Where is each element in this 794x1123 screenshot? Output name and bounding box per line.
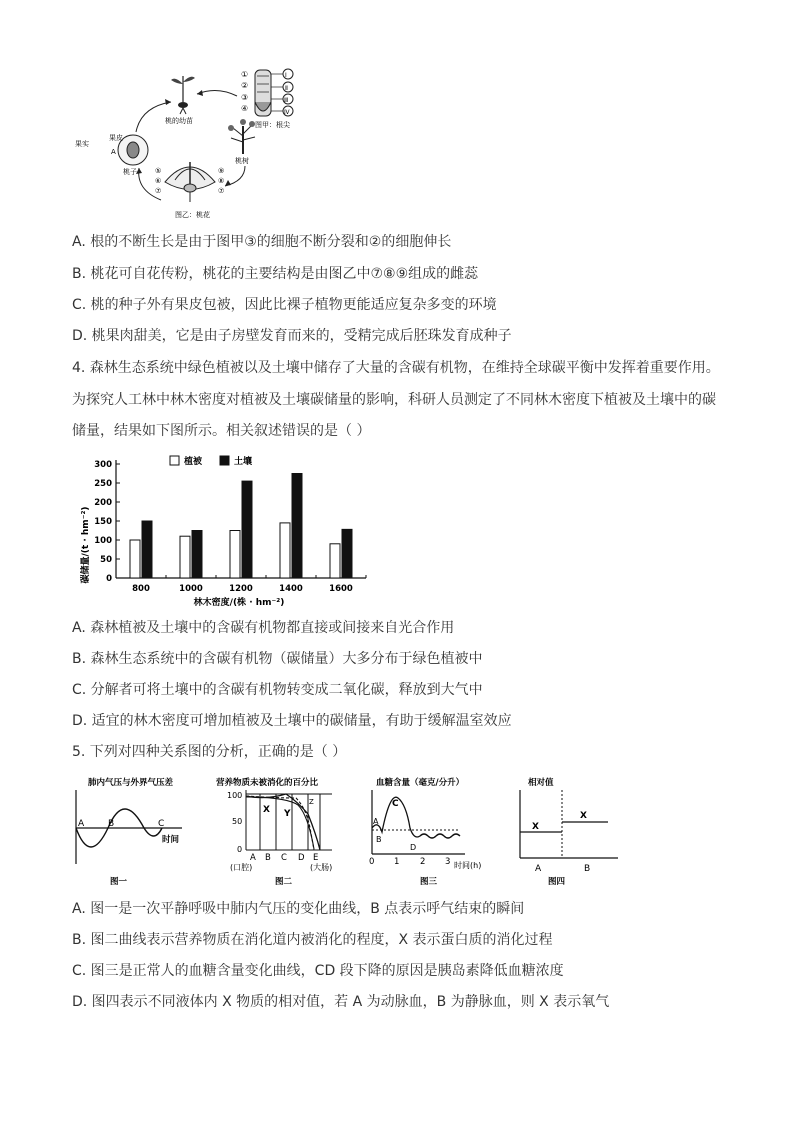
bar-vegetation-800 [130,540,140,578]
flower-num-9: ⑨ [218,167,225,175]
fig4-x-left: X [532,822,539,832]
bar-vegetation-1400 [280,523,290,578]
x-axis-label: 林木密度/(株 · hm⁻²) [193,598,285,608]
q3-option-b: B. 桃花可自花传粉，桃花的主要结构是由图乙中⑦⑧⑨组成的雌蕊 [72,266,479,282]
legend-swatch-soil [220,456,229,465]
fig2-curve-y: Y [284,809,291,819]
fig3-x-label: 时间(h) [454,861,482,870]
figure-four [520,777,618,887]
flower-num-5: ⑤ [155,167,162,175]
fig4-cat-a: A [535,864,542,874]
y-tick-label: 50 [100,555,112,565]
fig2-ytick-0: 0 [237,845,243,854]
legend-label-soil: 土壤 [234,457,253,467]
fig3-title: 血糖含量（毫克/分升） [376,778,465,788]
q5-option-c: C. 图三是正常人的血糖含量变化曲线，CD 段下降的原因是胰岛素降低血糖浓度 [72,963,564,979]
q3-option-c: C. 桃的种子外有果皮包被，因此比裸子植物更能适应复杂多变的环境 [72,297,497,313]
x-tick-label: 800 [132,584,150,594]
y-axis-label: 碳储量/(t · hm⁻²) [81,506,91,584]
seedling-illustration [171,76,195,114]
legend-label-vegetation: 植被 [184,457,203,467]
fig3-xtick-1: 1 [394,857,400,867]
carbon-storage-bar-chart [74,450,374,610]
q3-option-d: D. 桃果肉甜美，它是由子房壁发育而来的，受精完成后胚珠发育成种子 [72,328,512,344]
x-tick-label: 1400 [279,584,303,594]
q5-figures [70,772,630,890]
fig2-ytick-50: 50 [232,817,243,826]
q5-option-a: A. 图一是一次平静呼吸中肺内气压的变化曲线，B 点表示呼气结束的瞬间 [72,901,525,917]
flower-caption: 图乙：桃花 [175,211,210,219]
y-tick-label: 0 [106,574,112,584]
fig3-xtick-3: 3 [445,857,451,867]
q4-stem-line-1: 4. 森林生态系统中绿色植被以及土壤中储存了大量的含碳有机物，在维持全球碳平衡中发挥着重要作用。 [72,360,720,376]
root-num-2: ② [241,81,249,90]
fig3-caption: 图三 [420,877,438,887]
fig4-cat-b: B [584,864,591,874]
bar-vegetation-1200 [230,531,240,579]
q3-option-a: A. 根的不断生长是由于图甲③的细胞不断分裂和②的细胞伸长 [72,234,452,250]
root-num-3: ③ [241,93,249,102]
bar-soil-1200 [242,481,252,578]
bar-soil-1000 [192,531,202,579]
figure-three [369,777,481,887]
x-tick-label: 1200 [229,584,253,594]
fig2-title: 营养物质未被消化的百分比 [216,778,319,788]
fig1-point-b: B [108,819,115,829]
fig3-point-b: B [376,835,382,844]
y-tick-label: 250 [94,479,112,489]
flower-num-7-right: ⑦ [218,187,225,195]
y-tick-label: 150 [94,517,112,527]
fig2-note-large-intestine: (大肠) [310,863,333,872]
fig4-title: 相对值 [528,778,554,788]
q4-option-c: C. 分解者可将土壤中的含碳有机物转变成二氧化碳，释放到大气中 [72,682,483,698]
bar-soil-1400 [292,474,302,579]
q4-option-d: D. 适宜的林木密度可增加植被及土壤中的碳储量，有助于缓解温室效应 [72,713,512,729]
peach-lifecycle-diagram [75,62,310,222]
bar-vegetation-1600 [330,544,340,578]
fig2-cat-c: C [281,853,287,863]
fruit-label: 果实 [75,140,89,148]
x-tick-label: 1600 [329,584,353,594]
fig1-point-c: C [158,819,165,829]
root-zone-4: Ⅳ [284,109,290,116]
flower-num-7-left: ⑦ [155,187,162,195]
fig3-point-c: C [392,799,399,809]
bar-soil-1600 [342,529,352,578]
fig3-xtick-2: 2 [420,857,426,867]
fig4-x-right: X [580,811,587,821]
peach-label: 桃子 [123,168,137,176]
q5-stem: 5. 下列对四种关系图的分析，正确的是（ ） [72,744,347,760]
seedling-label: 桃的幼苗 [165,117,193,125]
pericarp-label: 果皮 [109,134,123,142]
fig2-ytick-100: 100 [227,791,243,800]
q4-stem-line-2: 为探究人工林中林木密度对植被及土壤碳储量的影响，科研人员测定了不同林木密度下植被及土壤中的碳 [72,392,716,408]
fig1-x-label: 时间 [162,835,180,845]
flower-num-8: ⑧ [218,177,225,185]
peach-flower-illustration [165,162,215,202]
q4-option-a: A. 森林植被及土壤中的含碳有机物都直接或间接来自光合作用 [72,620,455,636]
root-caption: 图甲：根尖 [255,121,290,129]
q5-option-b: B. 图二曲线表示营养物质在消化道内被消化的程度，X 表示蛋白质的消化过程 [72,932,553,948]
fig3-point-a: A [373,817,379,826]
fig3-xtick-0: 0 [369,857,375,867]
x-tick-label: 1000 [179,584,203,594]
root-num-1: ① [241,70,249,79]
root-zone-1: Ⅰ [285,72,287,79]
fig2-cat-d: D [298,853,305,863]
legend-swatch-vegetation [170,456,179,465]
q4-option-b: B. 森林生态系统中的含碳有机物（碳储量）大多分布于绿色植被中 [72,651,483,667]
fig2-curve-x: X [263,805,270,815]
root-zone-2: Ⅱ [285,85,288,92]
fig2-cat-a: A [250,853,256,863]
fig2-caption: 图二 [275,877,293,887]
fig2-curve-z: Z [309,798,314,806]
fig3-point-d: D [410,843,417,852]
y-tick-label: 200 [94,498,112,508]
fig4-caption: 图四 [548,877,566,887]
fig2-cat-e: E [313,853,319,863]
root-num-4: ④ [241,104,249,113]
y-tick-label: 100 [94,536,112,546]
y-tick-label: 300 [94,460,112,470]
fruit-a-label: A [111,148,116,156]
tree-label: 桃树 [235,157,249,165]
figure-two [216,777,332,887]
peach-tree-illustration [228,119,255,154]
fig2-cat-b: B [265,853,271,863]
bar-vegetation-1000 [180,536,190,578]
fig1-point-a: A [78,819,85,829]
flower-num-6: ⑥ [155,177,162,185]
figure-one [76,777,182,887]
bar-soil-800 [142,521,152,578]
fig2-note-mouth: (口腔) [230,863,253,872]
q4-stem-line-3: 储量，结果如下图所示。相关叙述错误的是（ ） [72,423,371,439]
fig1-caption: 图一 [110,877,128,887]
fig1-title: 肺内气压与外界气压差 [88,778,174,788]
q5-option-d: D. 图四表示不同液体内 X 物质的相对值，若 A 为动脉血，B 为静脉血，则 X 表示氧气 [72,994,610,1010]
root-zone-3: Ⅲ [284,97,289,104]
